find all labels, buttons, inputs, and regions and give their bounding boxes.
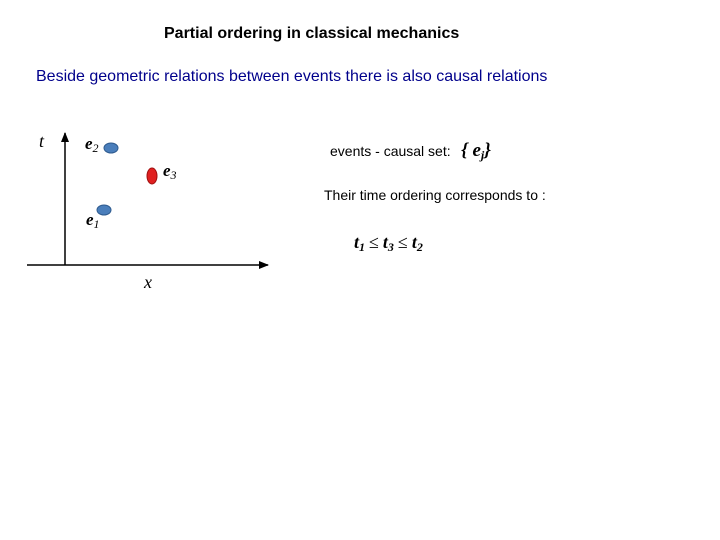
event-label-e1 [86, 210, 100, 232]
ordering-term-t1: $t_1$ [354, 232, 366, 254]
causal-set-line [330, 140, 491, 163]
ordering-operator-2: ≤ [397, 232, 408, 252]
slide-title: Partial ordering in classical mechanics [164, 25, 460, 42]
space-axis-label: x [144, 272, 152, 292]
set-element-index: j [480, 148, 485, 162]
set-close-brace: } [484, 140, 491, 161]
ordering-term-t3: $t_3$ [382, 232, 394, 254]
set-open-brace: { [461, 140, 468, 161]
event-e3-name: e [163, 161, 171, 180]
time-axis-label: t [39, 131, 45, 151]
time-ordering-relation [354, 232, 423, 255]
ordering-operator-1: ≤ [369, 232, 379, 252]
event-e3-index: 3 [170, 168, 177, 182]
event-e1-name: e [86, 210, 94, 229]
ordering-term-t2: $t_2$ [411, 232, 423, 254]
event-e3-dot [147, 168, 157, 184]
causal-set-notation [461, 140, 491, 161]
event-label-e2 [85, 134, 99, 156]
event-e1-index: 1 [93, 217, 100, 231]
event-e2-index: 2 [92, 141, 99, 155]
event-label-e3 [163, 161, 177, 183]
set-element: e [472, 140, 481, 161]
event-e2-dot [104, 143, 118, 153]
causal-set-label: events - causal set: [330, 143, 451, 159]
time-ordering-caption: Their time ordering corresponds to : [324, 187, 546, 203]
slide-subtitle: Beside geometric relations between events there is also causal relations [36, 68, 548, 85]
event-e2-name: e [85, 134, 93, 153]
